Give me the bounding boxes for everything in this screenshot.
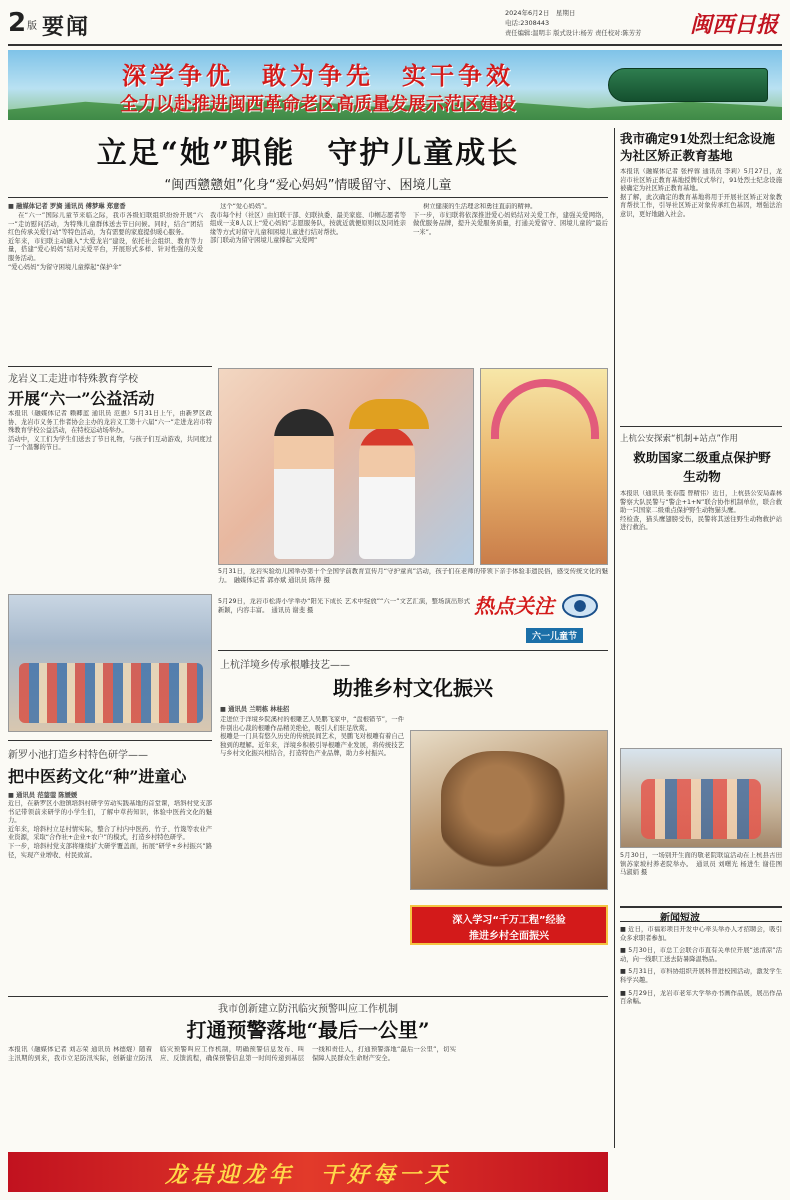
- left1-photo-crowd: [19, 663, 203, 723]
- lead-photo-caption1: 5月31日，龙岩实验幼儿园举办第十个全国学前教育宣传月“守护童真”活动，孩子们在老师的带领下亲手体验非遗民俗，感受传统文化的魅力。 融媒体记者 郭亦斌 通讯员 陈萍 摄: [218, 568, 608, 584]
- lead-photo-caption2: 5月29日，龙岩市松涛小学举办“阳光下成长 艺术中绽放”“六一”文艺汇演，整场演出形式新颖，内容丰富。 通讯员 谢斐 摄: [218, 598, 470, 614]
- lead-col2: 这个“爱心妈妈”。 我市每个村（社区）由妇联干部、妇联执委、最美家庭、巾帼志愿者等组成一支8人以上“爱心妈妈”志愿服务队，按就近就便原则以及同姓亲缘等方式对留守儿童和困境儿童进行结对帮扶。 部门联动为留守困境儿童撑起“关爱网”: [210, 203, 406, 245]
- left2-kicker: 新罗小池打造乡村特色研学——: [8, 750, 148, 761]
- root-carving-shape: [441, 751, 581, 871]
- lead-col3: 树立健康的生活理念和勇往直前的精神。 下一步，市妇联将依深推进爱心妈妈结对关爱工作，建强关爱网络，做优服务品牌，提升关爱服务质量，打通关爱留守、困境儿童的“最后一米”。: [413, 203, 608, 236]
- bottom-title: 打通预警落地“最后一公里”: [186, 1018, 430, 1042]
- middle-kicker: 上杭洋境乡传承根雕技艺——: [220, 660, 350, 671]
- headdress-shape: [349, 399, 429, 429]
- banner-line2: 全力以赴推进闽西革命老区高质量发展示范区建设: [120, 94, 516, 115]
- right-photo-caption: 5月30日，一场别开生面的敬老院联谊活动在上杭县古田镇苏家坡村养老院举办。 通讯员 刘曙光 杨进生 谢佳图 马淑娟 摄: [620, 852, 782, 877]
- masthead: [0, 0, 790, 48]
- briefs-list: [620, 926, 782, 1148]
- left1-rule: [8, 366, 212, 367]
- lead-byline: ■ 融媒体记者 罗旖 通讯员 傅梦琳 郑意香: [8, 203, 126, 210]
- left2-title: 把中医药文化“种”进童心: [8, 767, 187, 786]
- middle-rule: [218, 650, 608, 651]
- banner-line1: 深学争优 敢为争先 实干争效: [122, 61, 514, 90]
- masthead-rule: [8, 44, 782, 46]
- bottom-text: 本报讯（融媒体记者 刘志荣 通讯员 林德焜）随着主汛期的到来，我市立足防汛实际，创新建立防汛临灾预警叫应工作机制，明确预警信息发布、叫应、反馈流程，确保预警信息第一时间传递到基层一线和责任人，打通预警落地“最后一公里”，切实保障人民群众生命财产安全。: [8, 1046, 456, 1062]
- left2-rule: [8, 740, 212, 741]
- brief-item: ■ 5月30日，市总工会联合市直有关单位开展“送清凉”活动，向一线职工送去防暑降温物品。: [620, 947, 782, 963]
- page-number: 2: [8, 8, 27, 38]
- brief-item: ■ 近日，市福彩项目开发中心牵头举办人才招聘会，吸引众多求职者参加。: [620, 926, 782, 942]
- left2-byline: ■ 通讯员 范蓥蓥 陈媛媛: [8, 792, 78, 799]
- right-photo-people: [641, 779, 761, 839]
- bottom-rule: [8, 996, 608, 997]
- briefs-header-label: 新闻短波: [660, 913, 700, 924]
- footer-banner: [8, 1152, 608, 1192]
- child-figure-left: [274, 409, 334, 559]
- right2-rule: [620, 426, 782, 427]
- eye-icon: [562, 594, 598, 618]
- middle-slogan-line1: 深入学习“千万工程”经验: [452, 915, 566, 926]
- brief-item: ■ 5月31日，市科协组织开展科普进校园活动，激发学生科学兴趣。: [620, 968, 782, 984]
- masthead-date: 2024年6月2日 星期日: [505, 9, 576, 17]
- right1-title: 我市确定91处烈士纪念设施为社区矫正教育基地: [620, 131, 775, 163]
- paper-logo: 闽西日报: [690, 12, 779, 38]
- lead-rule: [8, 197, 608, 198]
- balloon-arch: [491, 379, 599, 439]
- right2-title: 救助国家二级重点保护野生动物: [633, 450, 771, 484]
- lead-subtitle: “闽西戆戆姐”化身“爱心妈妈”情暖留守、困境儿童: [164, 178, 452, 193]
- middle-slogan-box: [410, 905, 608, 945]
- middle-byline: ■ 通讯员 兰明栋 林桂招: [220, 706, 290, 713]
- middle-slogan-line2: 推进乡村全面振兴: [469, 931, 549, 942]
- lead-title: 立足“她”职能 守护儿童成长: [96, 136, 520, 171]
- lead-photo-performance: [480, 368, 608, 565]
- right2-kicker: 上杭公安探索“机制+站点”作用: [620, 434, 738, 444]
- masthead-editors: 责任编辑:温明丰 版式设计:杨芳 责任校对:陈芳芳: [505, 30, 642, 37]
- middle-photo: [410, 730, 608, 890]
- right-photo: [620, 748, 782, 848]
- focus-badge-tag: 六一儿童节: [526, 628, 583, 643]
- right-column-divider: [614, 128, 615, 1148]
- footer-slogan: 龙岩迎龙年 干好每一天: [164, 1162, 451, 1188]
- left1-heading: 开展“六一”公益活动: [8, 389, 155, 408]
- slogan-banner: [8, 50, 782, 120]
- right2-text: 本报讯（通讯员 张春霞 曾精伟）近日，上杭县公安局森林警察大队民警与“警企+1+N”联合协作机制单位，联合救助一只国家二级重点保护野生动物猫头鹰。 经检查，猫头鹰翅膀受伤，民警将其送往野生动物救护站进行救治。: [620, 490, 782, 532]
- focus-badge-title: 热点关注: [474, 594, 554, 618]
- brief-item: ■ 5月29日，龙岩市老年大学举办书画作品展，展出作品百余幅。: [620, 989, 782, 1006]
- right1-text: 本报讯（融媒体记者 张梓蓉 通讯员 李莉）5月27日，龙岩市社区矫正教育基地授牌仪式举行，91处烈士纪念设施被确定为社区矫正教育基地。 据了解，此次确定的教育基地将用于开展社区矫正对象教育帮扶工作，引导社区矫正对象传承红色基因，增强法治意识，更好地融入社会。: [620, 168, 782, 218]
- section-name: 要闻: [42, 14, 91, 40]
- lead-col1: 在“六一”国际儿童节来临之际，我市各级妇联组织纷纷开展“六一”走访慰问活动，为特殊儿童群体送去节日问候。同时，结合“团结红色传承关爱行动”等特色活动，为有需要的家庭提供暖心服务。 近年来，市妇联主动融入“大爱龙岩”建设，依托社会组织、教育等力量，搭建“爱心妈妈”结对关爱平台，开展形式多样、针对性强的关爱服务活动。 “爱心妈妈”为留守困境儿童撑起“保护伞”: [8, 212, 203, 271]
- briefs-header: [620, 906, 782, 922]
- left1-kicker: 龙岩义工走进市特殊教育学校: [8, 374, 138, 385]
- left1-text: 本报讯（融媒体记者 赖卿蓝 通讯员 范惠）5月31日上午，由新罗区政协、龙岩市义务工作者协会主办的龙岩义工第十六届“六一”走进龙岩市特殊教育学校公益活动，在特校运动场举办。 活动中，义工们为学生们送去了节日礼物，与孩子们互动游戏，共同度过了一个温馨的节日。: [8, 410, 212, 452]
- train-icon: [608, 68, 768, 102]
- lead-photo-children: [218, 368, 474, 565]
- left1-photo: [8, 594, 212, 732]
- left2-text: 近日，在新罗区小池镇培斜村研学劳动实践基地的首堂课，培斜村党支部书记带领前来研学的小学生们，了解中草药知识，体验中医药文化的魅力。 近年来，培斜村立足村情实际，整合了村内中医药、竹子、竹篾等农业产业资源，采取“合作社+企业+农户”的模式，打造乡村特色研学。 下一步，培斜村党支部将继续扩大研学覆盖面，拓展“研学+乡村振兴”路径，实现产业增收、村民致富。: [8, 800, 212, 859]
- page-unit: 版: [27, 21, 37, 32]
- focus-badge: [474, 590, 608, 646]
- bottom-kicker: 我市创新建立防汛临灾预警叫应工作机制: [218, 1004, 398, 1015]
- middle-text: 走进位于洋境乡院溪村的根雕艺人吴鹏飞家中，“盘根错节”，一件件别出心裁的根雕作品精美绝伦，吸引人们驻足欣赏。 根雕是一门具有悠久历史的传统民间艺术，吴鹏飞对根雕有着自己独到的理解。近年来，洋境乡积极引导根雕产业发展，将传统技艺与乡村文化振兴相结合，打造特色产业品牌，助力乡村振兴。: [220, 716, 404, 758]
- masthead-phone: 电话:2308443: [505, 19, 550, 27]
- middle-title: 助推乡村文化振兴: [333, 676, 493, 700]
- child-figure-right: [359, 427, 415, 559]
